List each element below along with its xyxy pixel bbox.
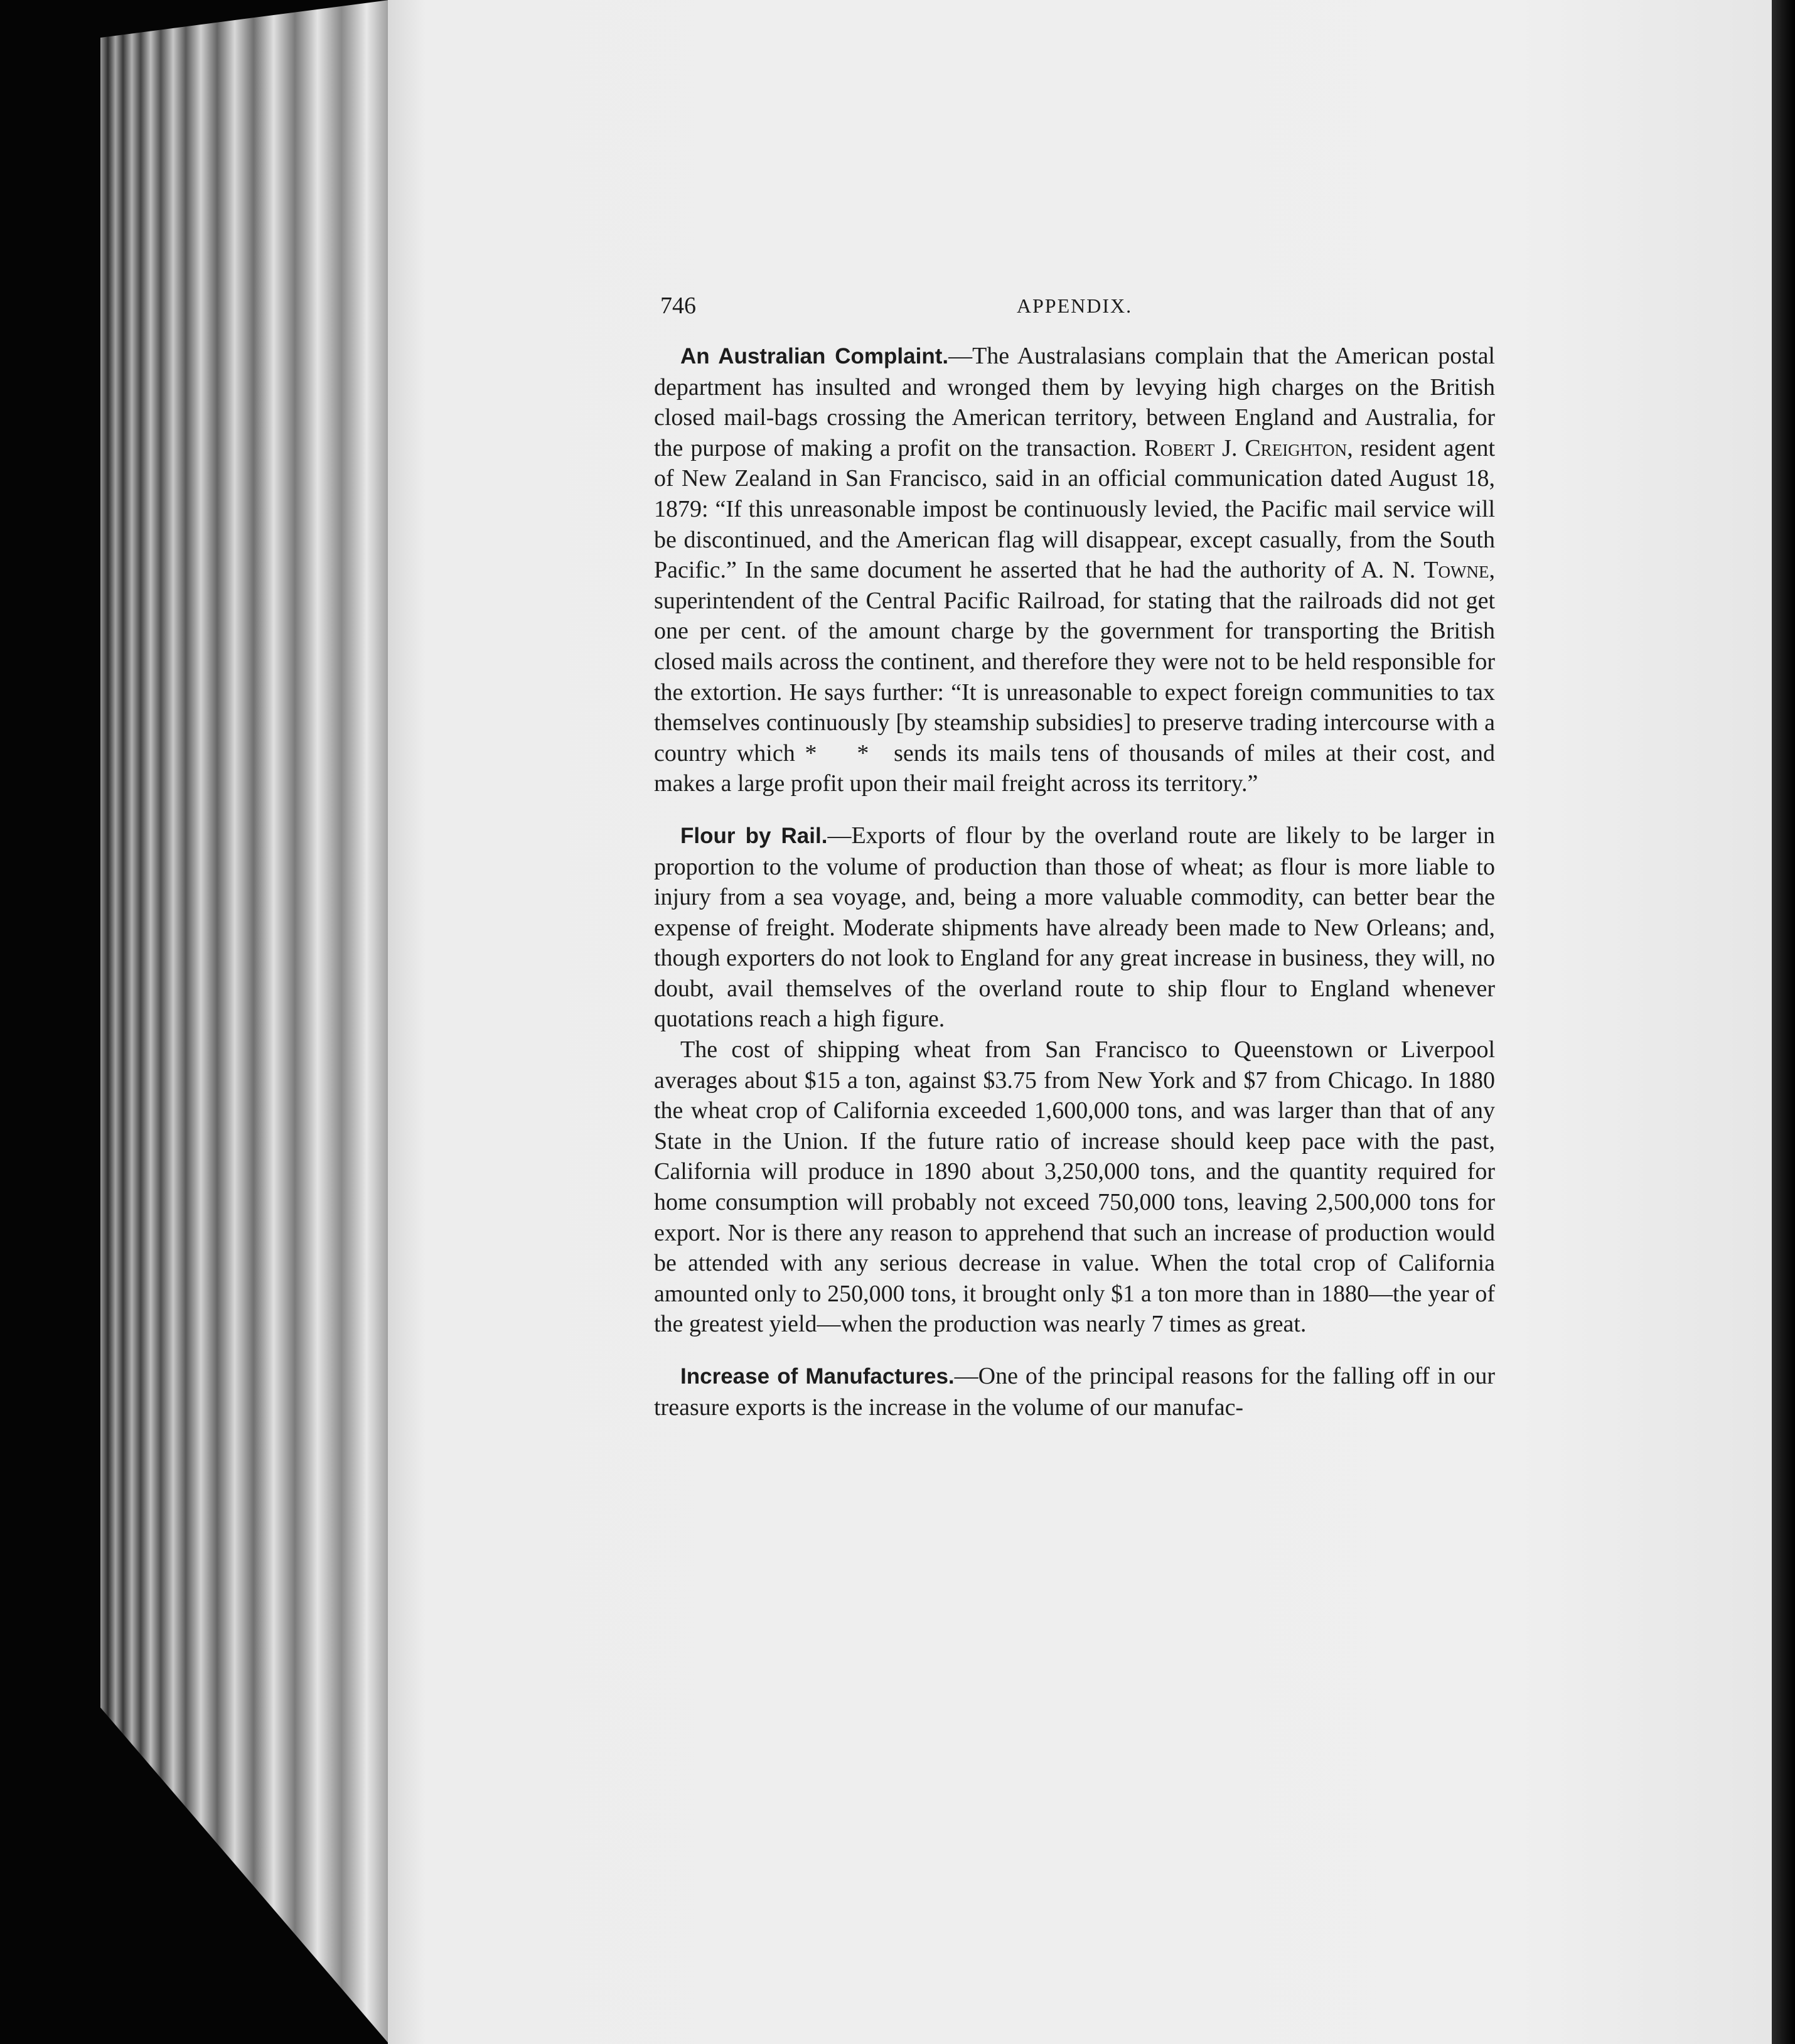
paragraph-text: —Exports of flour by the overland route are likely to be larger in proportion to the volume of production than those of wheat; as flour is more liable to injury from a sea voyage, and, being a more valuable commodity, can better bear the expense of freight. Moderate shipments have already been made to New Orleans; and, though exporters do not look to England for any great increase in business, they will, no doubt, avail themselves of the overland route to ship flour to England whenever quotations reach a high figure.	[654, 822, 1495, 1033]
paragraph-text: sends its mails tens of thousands of miles at their cost, and makes a large profit upon their mail freight across its territory.”	[654, 740, 1495, 797]
paragraph-wheat-shipping: The cost of shipping wheat from San Francisco to Queenstown or Liverpool averages about $15 a ton, against $3.75 from New York and $7 from Chicago. In 1880 the wheat crop of California exceeded 1,600,000 tons, and was larger than that of any State in the Union. If the future ratio of increase should keep pace with the past, California will produce in 1890 about 3,250,000 tons, and the quantity required for home consumption will probably not exceed 750,000 tons, leaving 2,500,000 tons for export. Nor is there any reason to apprehend that such an increase of production would be attended with any serious decrease in value. When the total crop of California amounted only to 250,000 tons, it brought only $1 a ton more than in 1880—the year of the greatest yield—when the production was nearly 7 times as great.	[654, 1036, 1495, 1338]
paragraph-text: , resident agent of New Zealand in San Francisco, said in an official communication dated August 18, 1879: “If this unreasonable impost be continuously levied, the Pacific mail service will be discontinued, and the American flag will disappear, except casually, from the South Pacific.” In the same document he asserted that he had the authority of A. N.	[654, 434, 1495, 584]
paragraph-australian-complaint	[654, 341, 1495, 799]
paragraph-text: , superintendent of the Central Pacific Railroad, for stating that the railroads did not get one per cent. of the amount charge by the government for transporting the British closed mails across the continent, and therefore they were not to be held responsible for the extortion. He says further: “It is unreasonable to expect foreign communities to tax themselves continuously [by steamship subsidies] to preserve trading intercourse with a country which	[654, 557, 1495, 766]
paragraph-increase-of-manufactures	[654, 1361, 1495, 1423]
section-heading-australian-complaint: An Australian Complaint.	[680, 344, 949, 368]
book-gutter-shadow	[1772, 0, 1795, 2044]
person-name-towne: Towne	[1423, 557, 1489, 584]
paragraph-flour-by-rail	[654, 820, 1495, 1035]
section-heading-flour-by-rail: Flour by Rail.	[680, 823, 828, 848]
person-name-creighton: Robert J. Creighton	[1144, 434, 1348, 461]
running-head	[654, 292, 1495, 330]
paragraph-text: —One of the principal reasons for the falling off in our treasure exports is the increase in the volume of our manufac-	[654, 1363, 1496, 1421]
section-heading-increase-of-manufactures: Increase of Manufactures.	[680, 1364, 955, 1389]
paragraph-text: —The Australasians complain that the American postal department has insulted and wronged them by levying high charges on the British closed mail-bags crossing the American territory, between England and Australia, for the purpose of making a profit on the transaction.	[654, 343, 1495, 461]
elision-asterisks: * *	[805, 740, 884, 766]
page-number: 746	[660, 293, 696, 319]
book-page-edges	[0, 0, 389, 2044]
running-head-title: APPENDIX.	[1016, 294, 1133, 317]
page-text	[654, 292, 1495, 1423]
